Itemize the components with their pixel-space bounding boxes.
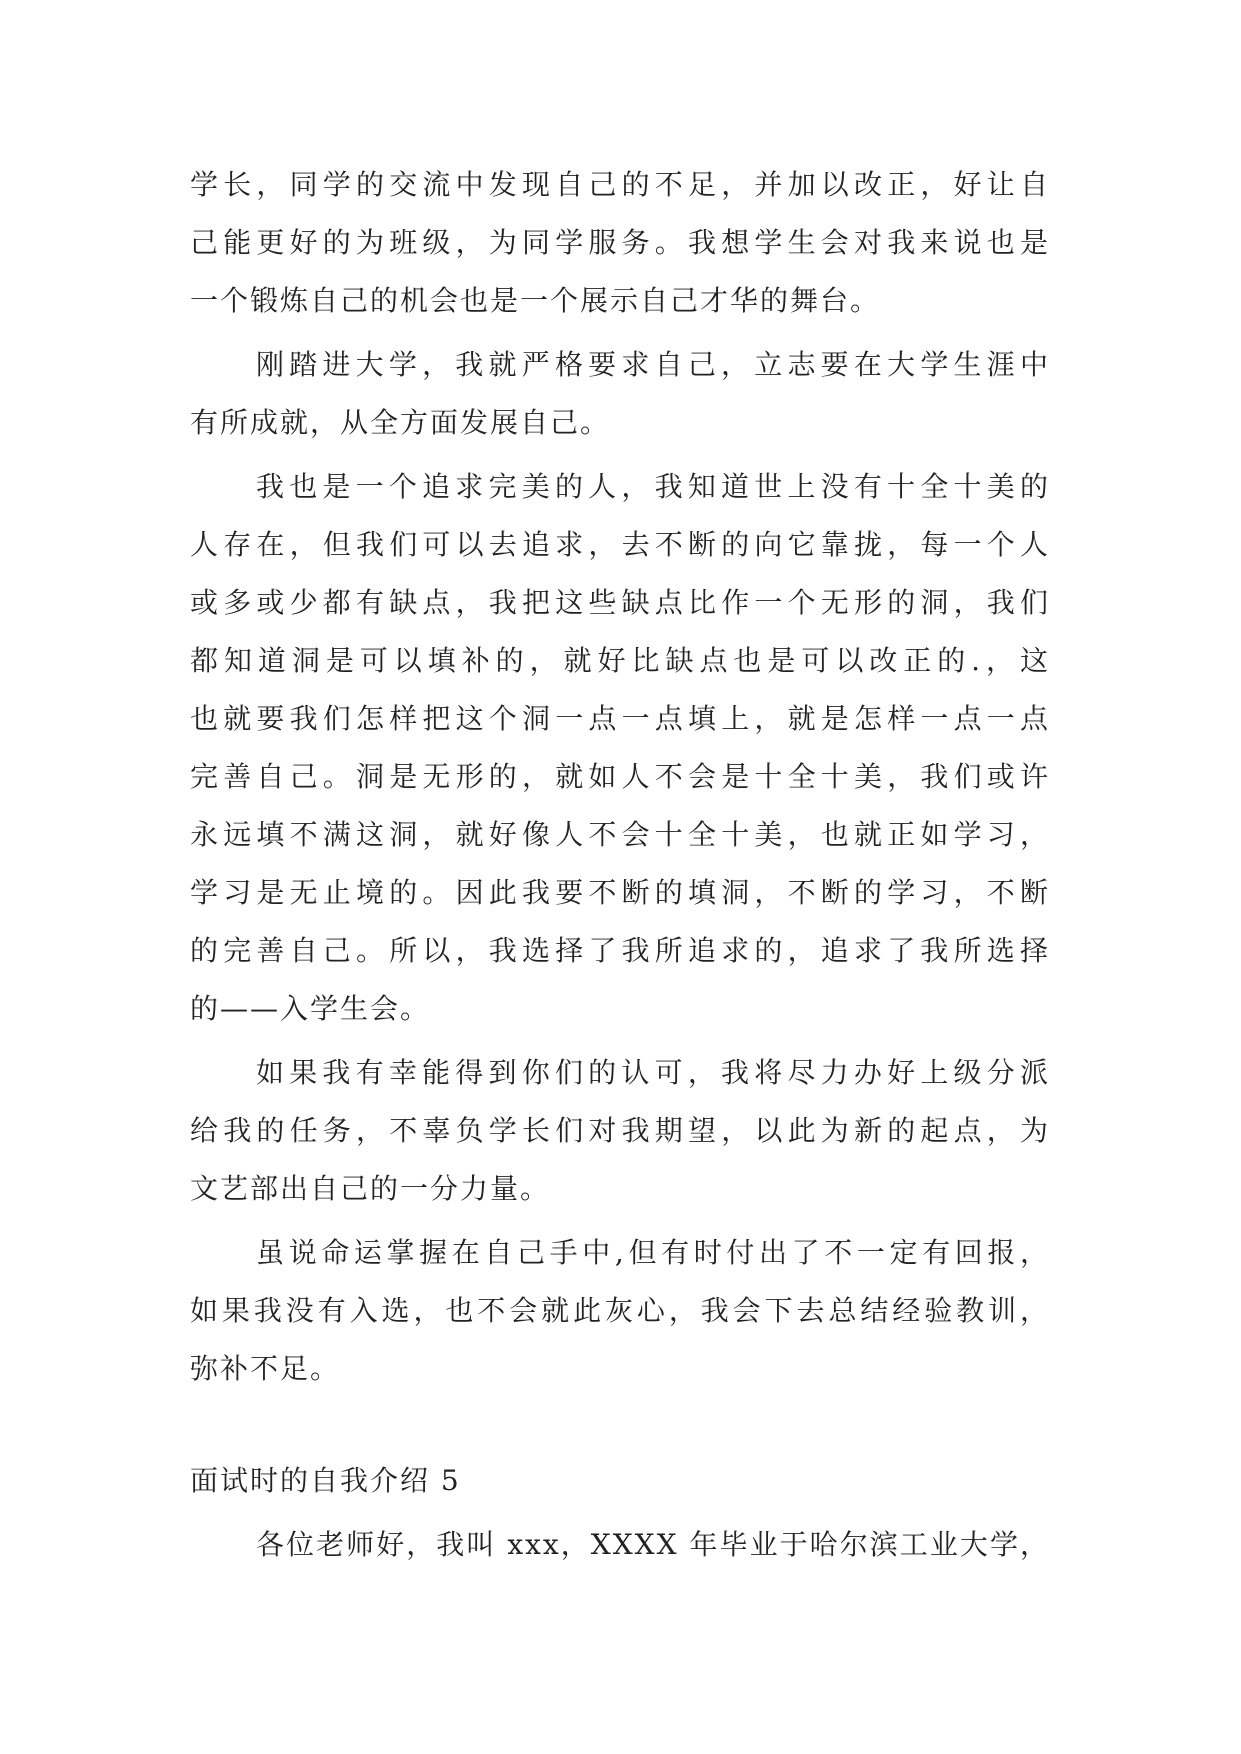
- text-line: 一个锻炼自己的机会也是一个展示自己才华的舞台。: [190, 284, 881, 317]
- text-line: 学习是无止境的。因此我要不断的填洞，不断的学习，不断: [190, 876, 1050, 909]
- text-line: 永远填不满这洞，就好像人不会十全十美，也就正如学习，: [190, 818, 1050, 851]
- text-line: 完善自己。洞是无形的，就如人不会是十全十美，我们或许: [190, 760, 1050, 793]
- text-line: 或多或少都有缺点，我把这些缺点比作一个无形的洞，我们: [190, 586, 1050, 619]
- text-line: 文艺部出自己的一分力量。: [190, 1172, 551, 1205]
- section-heading: 面试时的自我介绍 5: [190, 1464, 461, 1497]
- text-line: 弥补不足。: [190, 1352, 341, 1385]
- text-line: 有所成就，从全方面发展自己。: [190, 406, 611, 439]
- text-line: 都知道洞是可以填补的，就好比缺点也是可以改正的.，这: [190, 644, 1050, 677]
- text-line: 人存在，但我们可以去追求，去不断的向它靠拢，每一个人: [190, 528, 1050, 561]
- text-line: 的完善自己。所以，我选择了我所追求的，追求了我所选择: [190, 934, 1050, 967]
- paragraph-first-line: 各位老师好，我叫 xxx，XXXX 年毕业于哈尔滨工业大学，: [256, 1528, 1050, 1561]
- text-line: 己能更好的为班级，为同学服务。我想学生会对我来说也是: [190, 226, 1050, 259]
- text-line: 学长，同学的交流中发现自己的不足，并加以改正，好让自: [190, 168, 1050, 201]
- text-line: 如果我没有入选，也不会就此灰心，我会下去总结经验教训，: [190, 1294, 1050, 1327]
- text-line: 的——入学生会。: [190, 992, 431, 1025]
- text-line: 也就要我们怎样把这个洞一点一点填上，就是怎样一点一点: [190, 702, 1050, 735]
- paragraph-first-line: 如果我有幸能得到你们的认可，我将尽力办好上级分派: [256, 1056, 1050, 1089]
- paragraph-first-line: 虽说命运掌握在自己手中,但有时付出了不一定有回报，: [256, 1236, 1050, 1269]
- paragraph-first-line: 我也是一个追求完美的人，我知道世上没有十全十美的: [256, 470, 1050, 503]
- paragraph-first-line: 刚踏进大学，我就严格要求自己，立志要在大学生涯中: [256, 348, 1050, 381]
- text-line: 给我的任务，不辜负学长们对我期望，以此为新的起点，为: [190, 1114, 1050, 1147]
